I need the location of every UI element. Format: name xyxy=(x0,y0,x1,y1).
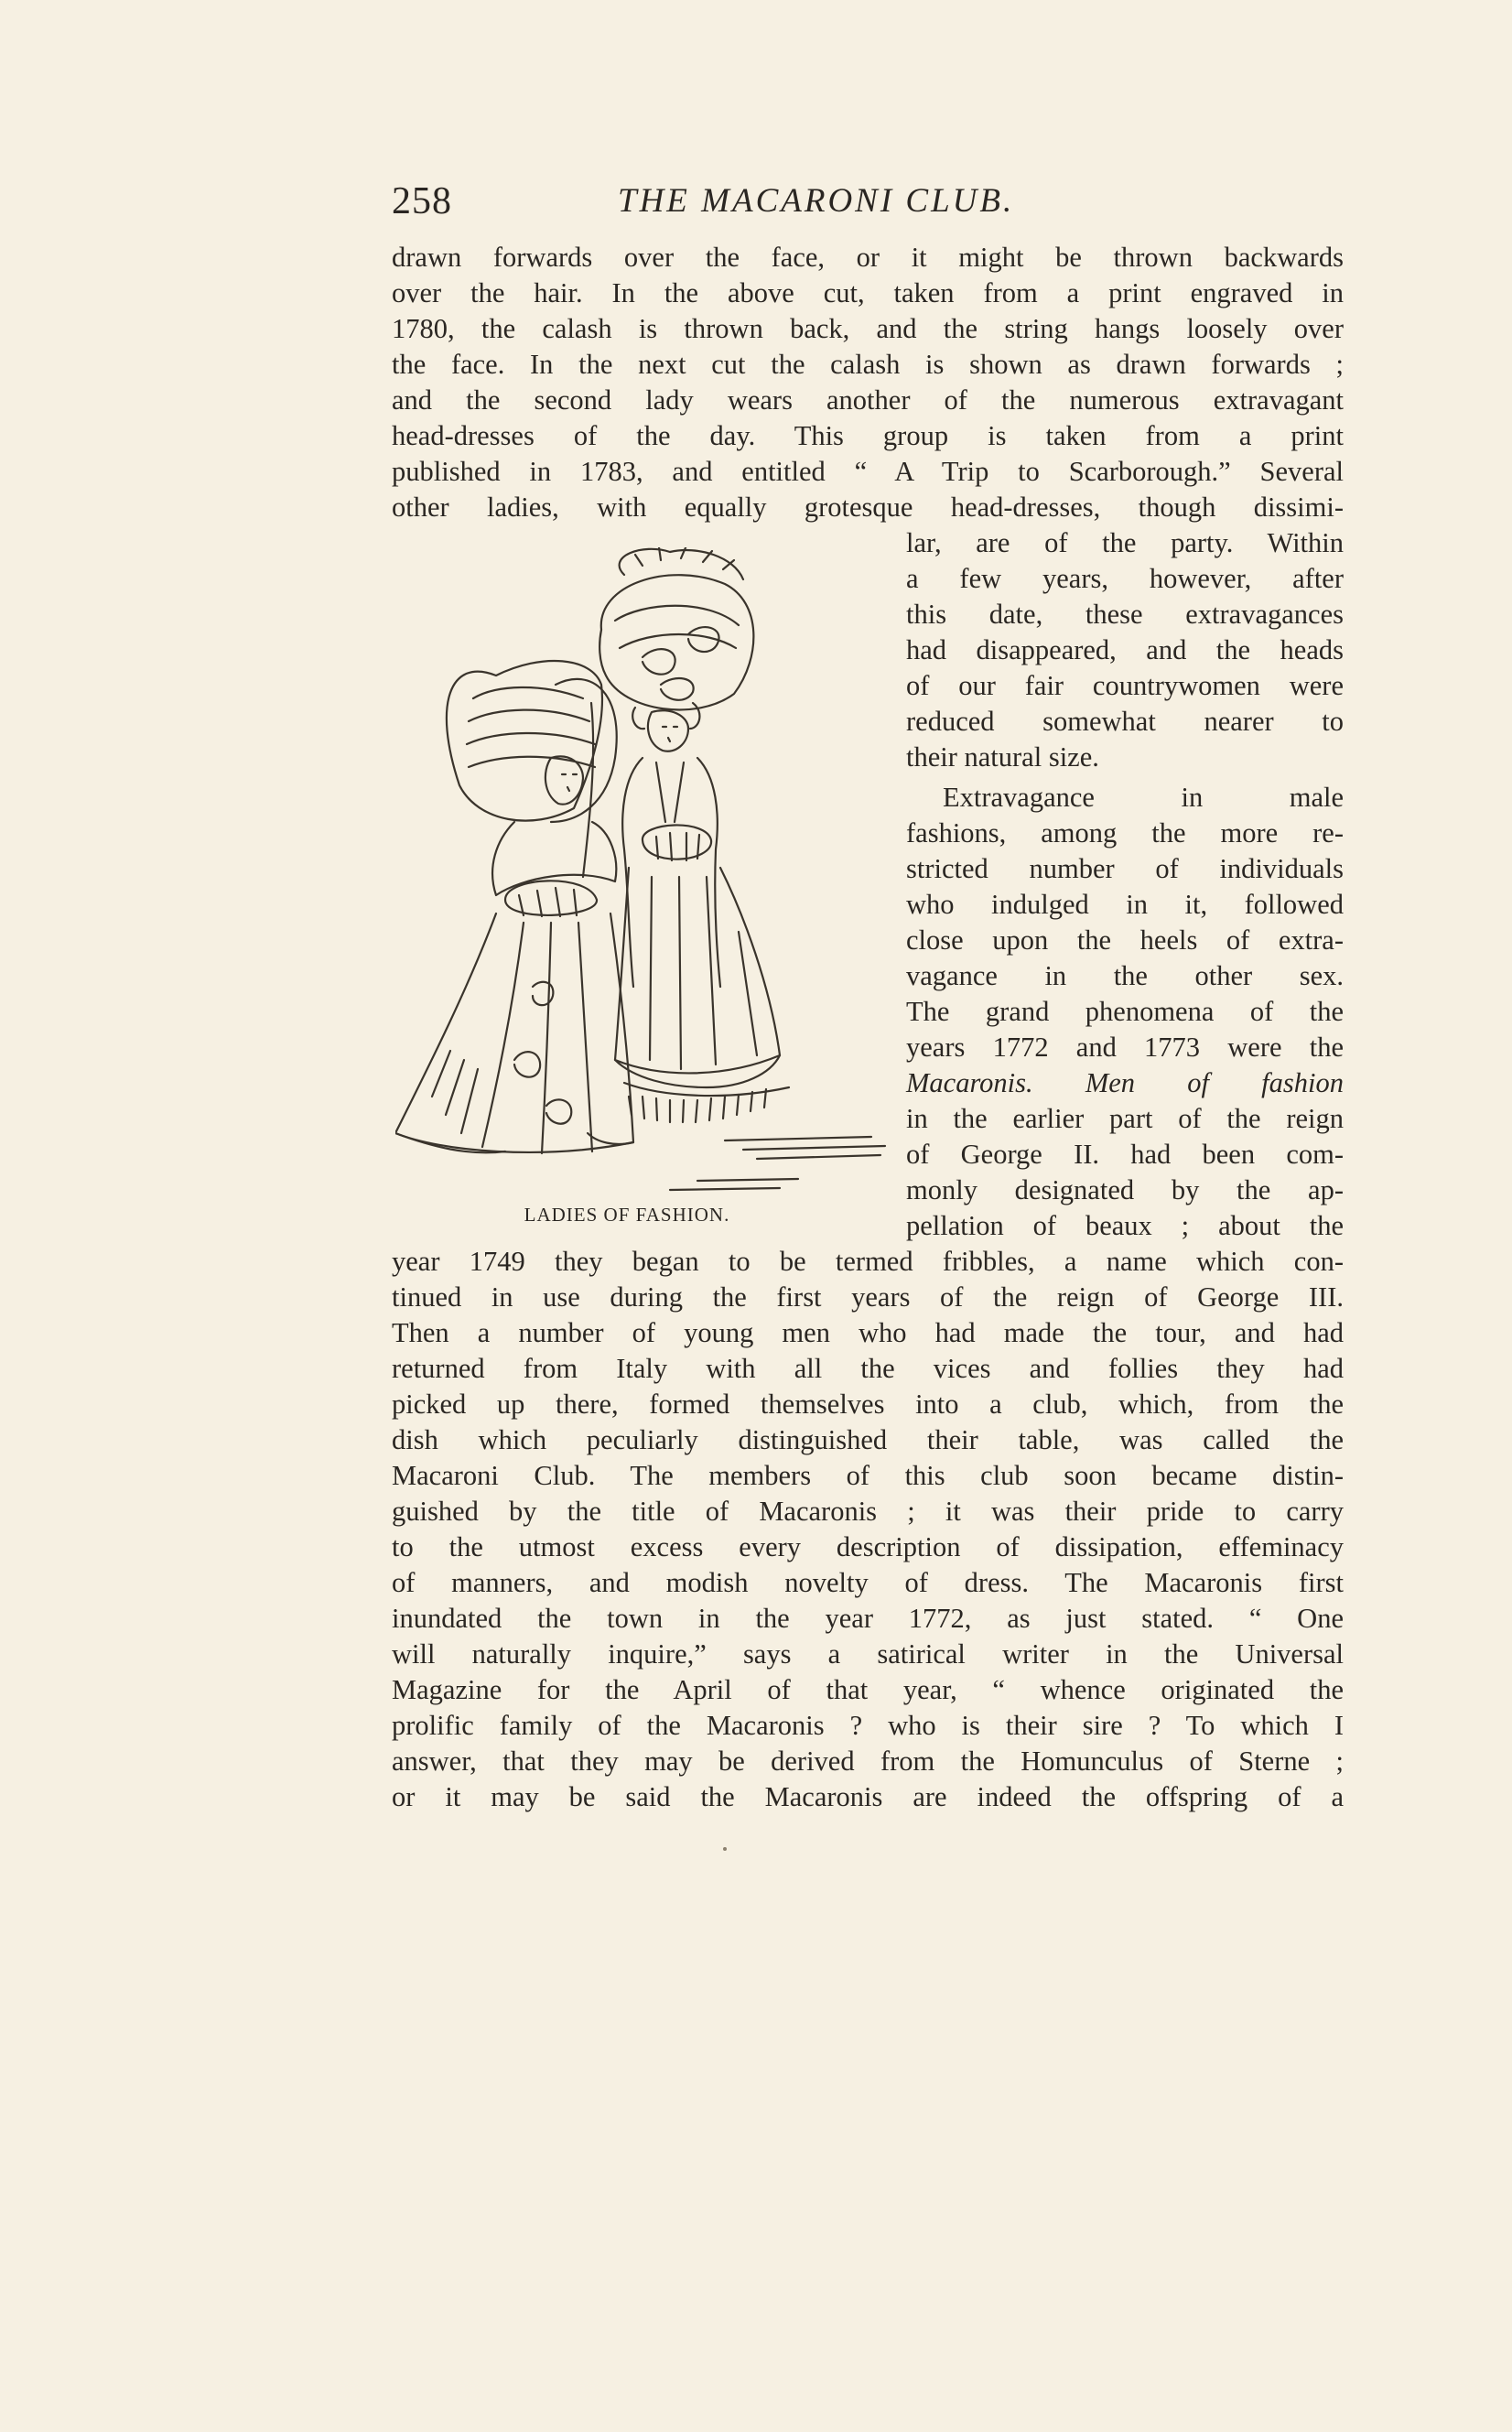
body-line: answer, that they may be derived from the Homunculus of Sterne ; xyxy=(392,1746,1344,1777)
body-line: 1780, the calash is thrown back, and the string hangs loosely over xyxy=(392,313,1344,344)
body-line: other ladies, with equally grotesque head-dresses, though dissimi- xyxy=(392,492,1344,523)
figure-caption: LADIES OF FASHION. xyxy=(524,1204,730,1226)
body-line: tinued in use during the first years of the reign of George III. xyxy=(392,1281,1344,1313)
page-number: 258 xyxy=(392,180,452,222)
column-line: fashions, among the more re- xyxy=(906,817,1344,848)
column-line: years 1772 and 1773 were the xyxy=(906,1032,1344,1063)
ladies-of-fashion-illustration xyxy=(395,547,890,1206)
column-line: Macaronis. Men of fashion xyxy=(906,1067,1344,1098)
column-line: had disappeared, and the heads xyxy=(906,634,1344,665)
column-line: close upon the heels of extra- xyxy=(906,924,1344,956)
running-title: THE MACARONI CLUB. xyxy=(618,182,1015,220)
column-line: vagance in the other sex. xyxy=(906,960,1344,991)
body-line: returned from Italy with all the vices and follies they had xyxy=(392,1353,1344,1384)
body-line: inundated the town in the year 1772, as just stated. “ One xyxy=(392,1603,1344,1634)
column-line: their natural size. xyxy=(906,741,1099,773)
column-line: a few years, however, after xyxy=(906,563,1344,594)
body-line: prolific family of the Macaronis ? who is their sire ? To which I xyxy=(392,1710,1344,1741)
column-line: The grand phenomena of the xyxy=(906,996,1344,1027)
column-line: Extravagance in male xyxy=(943,782,1344,813)
column-line: stricted number of individuals xyxy=(906,853,1344,884)
body-line: drawn forwards over the face, or it might be thrown backwards xyxy=(392,242,1344,273)
column-line: this date, these extravagances xyxy=(906,599,1344,630)
body-line: over the hair. In the above cut, taken from a print engraved in xyxy=(392,277,1344,308)
column-line: lar, are of the party. Within xyxy=(906,527,1344,558)
column-line: reduced somewhat nearer to xyxy=(906,706,1344,737)
body-line: will naturally inquire,” says a satirical writer in the Universal xyxy=(392,1638,1344,1670)
body-line: and the second lady wears another of the numerous extravagant xyxy=(392,384,1344,416)
column-line: of George II. had been com- xyxy=(906,1139,1344,1170)
body-line: Then a number of young men who had made the tour, and had xyxy=(392,1317,1344,1348)
body-line: published in 1783, and entitled “ A Trip to Scarborough.” Several xyxy=(392,456,1344,487)
body-line: to the utmost excess every description of dissipation, effeminacy xyxy=(392,1531,1344,1562)
body-line: dish which peculiarly distinguished their table, was called the xyxy=(392,1424,1344,1455)
column-line: of our fair countrywomen were xyxy=(906,670,1344,701)
column-line: in the earlier part of the reign xyxy=(906,1103,1344,1134)
body-line: the face. In the next cut the calash is shown as drawn forwards ; xyxy=(392,349,1344,380)
page-header xyxy=(392,179,1344,234)
body-line: of manners, and modish novelty of dress. The Macaronis first xyxy=(392,1567,1344,1598)
body-line: head-dresses of the day. This group is taken from a print xyxy=(392,420,1344,451)
body-line: or it may be said the Macaronis are indeed the offspring of a xyxy=(392,1781,1344,1812)
body-line: Magazine for the April of that year, “ whence originated the xyxy=(392,1674,1344,1705)
body-line: year 1749 they began to be termed fribbles, a name which con- xyxy=(392,1246,1344,1277)
body-line: picked up there, formed themselves into a club, which, from the xyxy=(392,1389,1344,1420)
column-line: pellation of beaux ; about the xyxy=(906,1210,1344,1241)
body-line: Macaroni Club. The members of this club soon became distin- xyxy=(392,1460,1344,1491)
printer-mark xyxy=(723,1847,727,1851)
column-line: who indulged in it, followed xyxy=(906,889,1344,920)
body-line: guished by the title of Macaronis ; it was their pride to carry xyxy=(392,1496,1344,1527)
column-line: monly designated by the ap- xyxy=(906,1174,1344,1205)
